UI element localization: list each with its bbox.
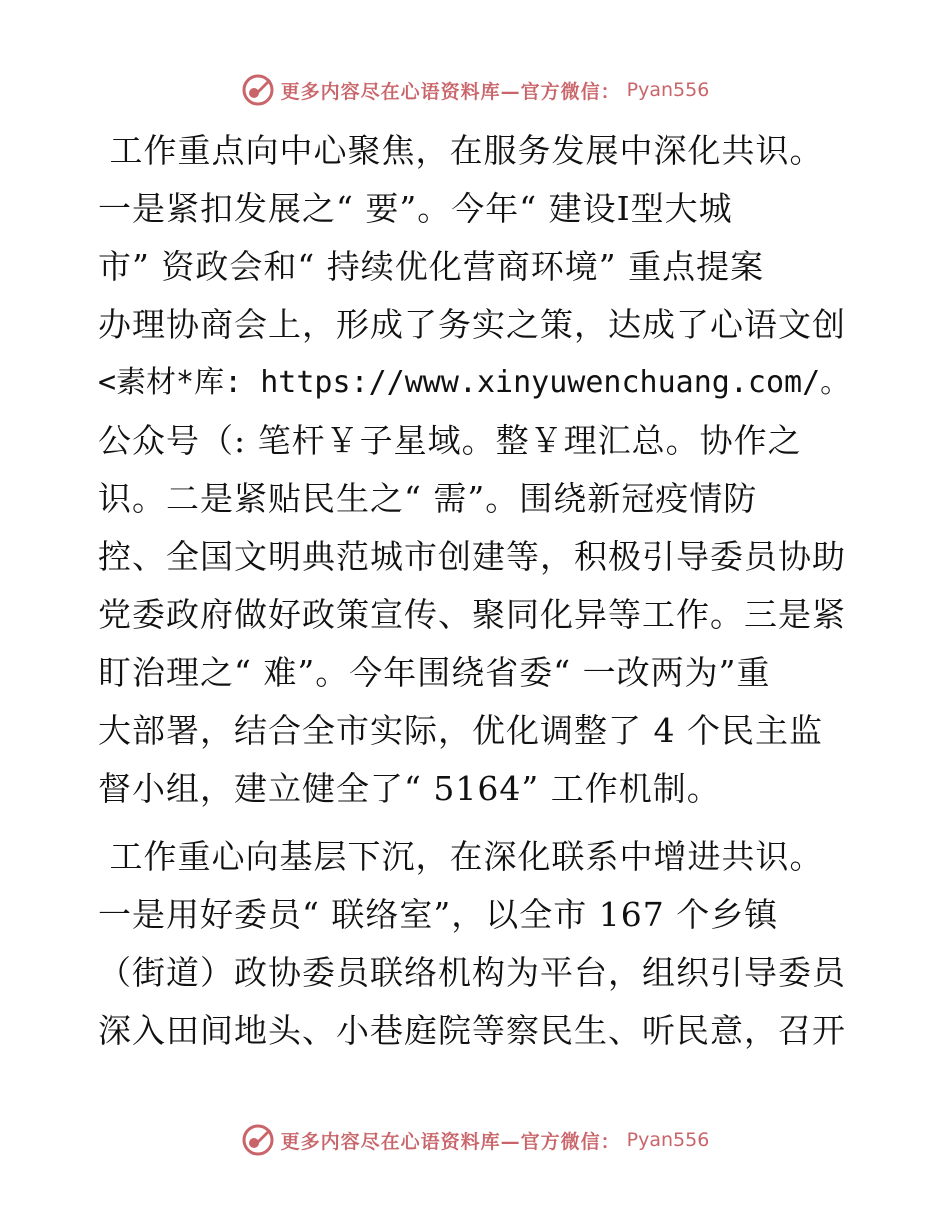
header-brand-text: 更多内容尽在心语资料库—官方微信： [280,80,621,103]
footer-banner [0,1120,950,1160]
text-line: 一是用好委员“ 联络室”，以全市 167 个乡镇 [98,895,779,934]
text-line-url: <素材*库: https://www.xinyuwenchuang.com/。 [98,365,851,400]
text-line: 工作重点向中心聚焦，在服务发展中深化共识。 [98,131,824,170]
text-line: 盯治理之“ 难”。今年围绕省委“ 一改两为”重 [98,653,771,692]
text-line: 市” 资政会和“ 持续优化营商环境” 重点提案 [98,247,765,286]
text-line: 公众号（: 笔杆￥子星域。整￥理汇总。协作之 [98,421,802,460]
paragraph-1 [98,122,858,818]
footer-brand-text: 更多内容尽在心语资料库—官方微信： [280,1130,621,1153]
footer-wechat-id: Pyan556 [626,1129,710,1151]
text-line: 深入田间地头、小巷庭院等察民生、听民意，召开 [98,1011,846,1050]
paragraph-2 [98,828,858,1060]
brand-logo-icon [241,73,275,107]
text-line: 一是紧扣发展之“ 要”。今年“ 建设Ⅰ型大城 [98,189,733,228]
text-line: 办理协商会上，形成了务实之策，达成了心语文创 [98,305,846,344]
header-banner [0,70,950,110]
text-line: 识。二是紧贴民生之“ 需”。围绕新冠疫情防 [98,479,758,518]
text-line: 工作重心向基层下沉，在深化联系中增进共识。 [98,837,824,876]
text-line: 大部署，结合全市实际，优化调整了 4 个民主监 [98,711,823,750]
header-wechat-id: Pyan556 [626,79,710,101]
text-line: 控、全国文明典范城市创建等，积极引导委员协助 [98,537,846,576]
brand-logo-icon [241,1123,275,1157]
document-body [98,122,858,1060]
paragraph-gap [98,818,858,828]
text-line: （街道）政协委员联络机构为平台，组织引导委员 [98,953,846,992]
text-line: 党委政府做好政策宣传、聚同化异等工作。三是紧 [98,595,846,634]
text-line: 督小组，建立健全了“ 5164” 工作机制。 [98,769,721,808]
